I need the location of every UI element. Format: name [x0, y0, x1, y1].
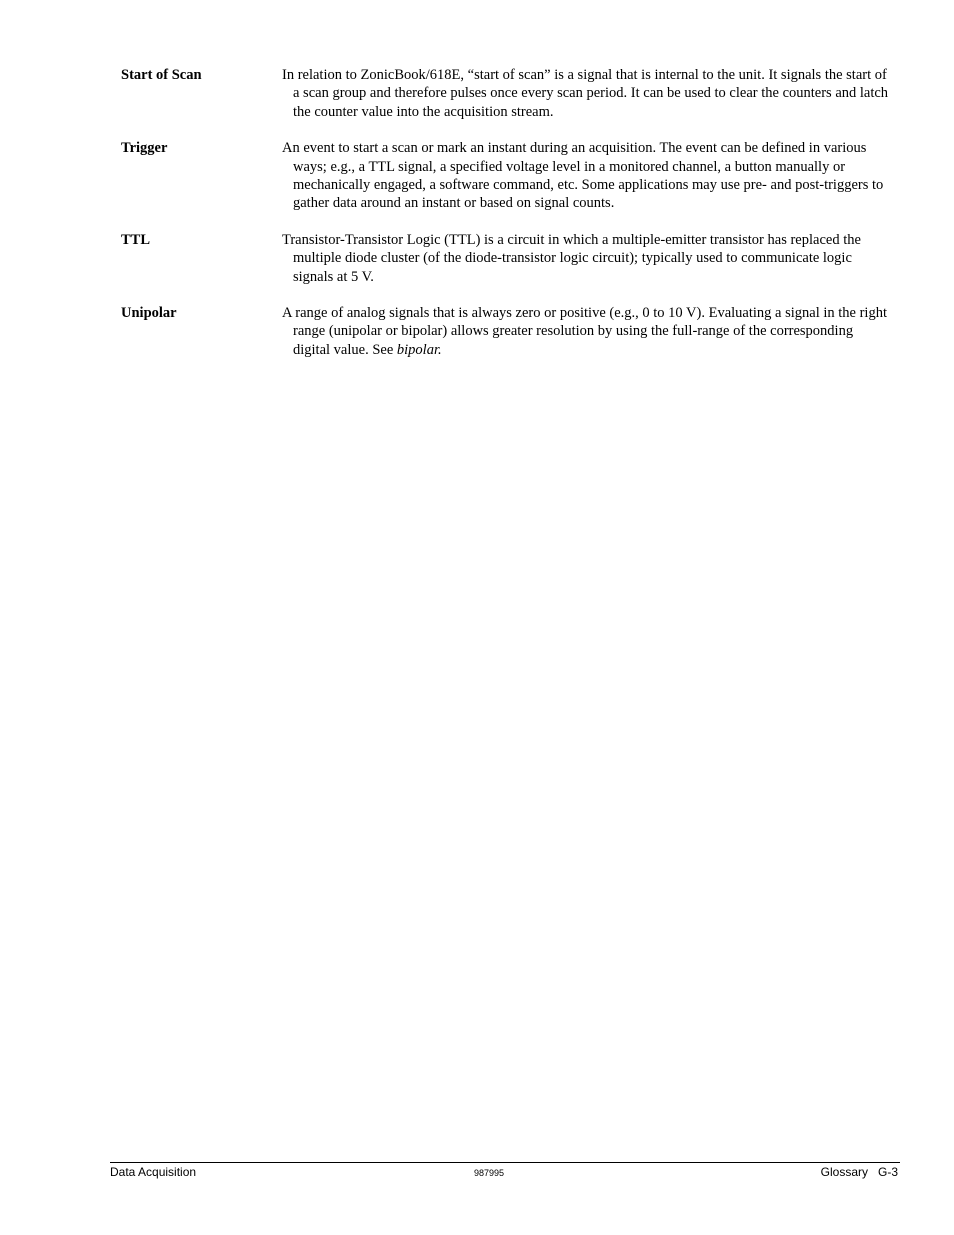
glossary-list — [0, 66, 954, 377]
glossary-entry-ttl — [0, 231, 954, 286]
glossary-term: TTL — [121, 231, 151, 248]
glossary-definition: Transistor-Transistor Logic (TTL) is a circuit in which a multiple-emitter transistor has replaced the multiple diode cluster (of the diode-transistor logic circuit); typically used to communicate logic signals at 5 V. — [282, 231, 861, 285]
glossary-term: Trigger — [121, 140, 168, 157]
definition-text: A range of analog signals that is always zero or positive (e.g., 0 to 10 V). Evaluating a signal in the right range (unipolar or bipolar) allows greater resolution by using the full-range of the corresponding digital value. See — [282, 305, 887, 358]
footer-manual-title: Data Acquisition — [110, 1165, 197, 1179]
page-footer — [110, 1162, 900, 1187]
glossary-entry-start-of-scan — [0, 66, 954, 121]
footer-page-number: Glossary G-3 — [820, 1165, 898, 1179]
footer-document-number: 987995 — [474, 1168, 505, 1178]
glossary-entry-unipolar — [0, 304, 954, 359]
glossary-definition: An event to start a scan or mark an instant during an acquisition. The event can be defined in various ways; e.g., a TTL signal, a specified voltage level in a monitored channel, a button manually or mechanically engaged, a software command, etc. Some applications may use pre- and post-triggers to gather data around an instant or based on signal counts. — [282, 140, 884, 212]
see-also-reference: bipolar. — [396, 341, 442, 358]
glossary-term: Unipolar — [121, 305, 177, 322]
glossary-entry-trigger — [0, 139, 954, 213]
glossary-definition: In relation to ZonicBook/618E, “start of scan” is a signal that is internal to the unit. It signals the start of a scan group and therefore pulses once every scan period. It can be used to clear the counters and latch the counter value into the acquisition stream. — [282, 67, 889, 120]
glossary-term: Start of Scan — [121, 67, 202, 83]
glossary-definition — [282, 304, 889, 359]
